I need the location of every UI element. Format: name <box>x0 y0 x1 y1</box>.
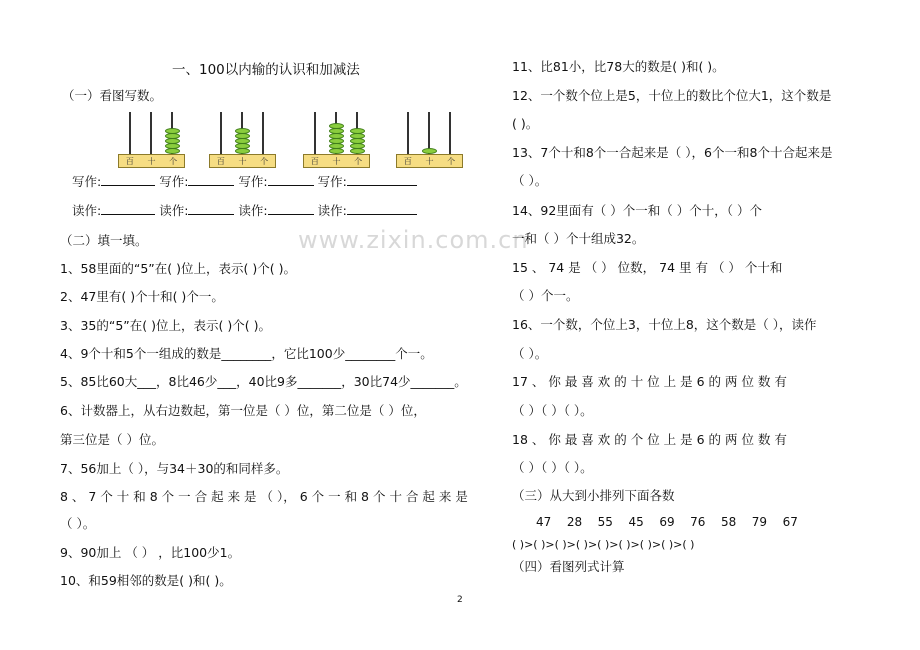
number: 45 <box>628 515 644 529</box>
abacus <box>118 108 185 168</box>
read-label: 读作: <box>317 203 347 218</box>
write-label: 写作: <box>317 174 347 189</box>
answer-blank[interactable] <box>101 173 155 186</box>
question-3: 3、35的“5”在( )位上，表示( )个( )。 <box>60 318 271 333</box>
abacus-column-label: 百 <box>310 156 319 166</box>
question-15-cont: （ ）个一。 <box>512 288 579 303</box>
abacus-bead <box>350 128 365 134</box>
number: 58 <box>720 515 737 529</box>
compare-row: ( )>( )>( )>( )>( )>( )>( )>( )>( ) <box>512 538 695 551</box>
page-number: 2 <box>457 595 463 605</box>
number-list <box>536 515 810 529</box>
question-15: 15 、 74 是 （ ） 位数， 74 里 有 （ ） 个十和 <box>512 260 783 275</box>
number: 67 <box>782 515 798 529</box>
question-2: 2、47里有( )个十和( )个一。 <box>60 289 224 304</box>
section3-heading: （三）从大到小排列下面各数 <box>512 488 675 503</box>
question-13: 13、7个十和8个一合起来是（ ），6个一和8个十合起来是 <box>512 145 833 160</box>
abacus-rod <box>449 112 451 156</box>
watermark: www.zixin.com.cn <box>298 226 529 254</box>
question-1: 1、58里面的“5”在( )位上，表示( )个( )。 <box>60 261 296 276</box>
question-17: 17 、 你 最 喜 欢 的 十 位 上 是 6 的 两 位 数 有 <box>512 374 787 389</box>
abacus-column-label: 个 <box>354 156 363 166</box>
question-18: 18 、 你 最 喜 欢 的 个 位 上 是 6 的 两 位 数 有 <box>512 432 787 447</box>
number: 55 <box>597 515 613 529</box>
abacus-bead <box>329 123 344 129</box>
abacus <box>303 108 370 168</box>
abacus <box>209 108 276 168</box>
abacus-base <box>118 154 185 168</box>
abacus-base <box>303 154 370 168</box>
read-label: 读作: <box>238 203 268 218</box>
abacus-rod <box>129 112 131 156</box>
number: 47 <box>536 515 552 529</box>
abacus-bead <box>235 128 250 134</box>
abacus-column-label: 个 <box>260 156 269 166</box>
question-16: 16、一个数，个位上3，十位上8，这个数是（ ），读作 <box>512 317 817 332</box>
question-8: 8 、 7 个 十 和 8 个 一 合 起 来 是 （ ）， 6 个 一 和 8 个 十 合 起 来 是 <box>60 489 468 504</box>
number: 76 <box>690 515 706 529</box>
abacus-base <box>396 154 463 168</box>
write-row <box>72 172 417 190</box>
question-6-cont: 第三位是（ ）位。 <box>60 432 164 447</box>
answer-blank[interactable] <box>347 173 417 186</box>
answer-blank[interactable] <box>268 173 314 186</box>
answer-blank[interactable] <box>268 202 314 215</box>
answer-blank[interactable] <box>347 202 417 215</box>
abacus-rod <box>407 112 409 156</box>
abacus-base <box>209 154 276 168</box>
page-title: 一、100以内输的认识和加减法 <box>172 62 360 78</box>
abacus-column-label: 百 <box>216 156 225 166</box>
abacus-column-label: 百 <box>125 156 134 166</box>
question-4: 4、9个十和5个一组成的数是________，它比100少________个一。 <box>60 346 433 361</box>
question-5: 5、85比60大___，8比46少___，40比9多_______，30比74少_______。 <box>60 374 467 389</box>
question-12: 12、一个数个位上是5，十位上的数比个位大1，这个数是 <box>512 88 832 103</box>
question-16-cont: （ ）。 <box>512 346 548 361</box>
question-6: 6、计数器上，从右边数起，第一位是（ ）位，第二位是（ ）位， <box>60 403 426 418</box>
abacus-rod <box>314 112 316 156</box>
write-label: 写作: <box>72 174 102 189</box>
read-label: 读作: <box>72 203 102 218</box>
write-label: 写作: <box>238 174 268 189</box>
question-13-cont: （ ）。 <box>512 173 548 188</box>
number: 69 <box>659 515 675 529</box>
write-label: 写作: <box>159 174 189 189</box>
read-label: 读作: <box>159 203 189 218</box>
abacus-rod <box>262 112 264 156</box>
section2-heading: （二）填一填。 <box>60 233 148 248</box>
question-11: 11、比81小，比78大的数是( )和( )。 <box>512 59 725 74</box>
question-9: 9、90加上 （ ） ，比100少1。 <box>60 545 241 560</box>
section1-heading: （一）看图写数。 <box>62 88 163 103</box>
number: 79 <box>751 515 768 529</box>
abacus <box>396 108 463 168</box>
question-12-cont: ( )。 <box>512 116 539 131</box>
question-17-cont: （ ）（ ）（ ）。 <box>512 403 593 418</box>
question-10: 10、和59相邻的数是( )和( )。 <box>60 573 232 588</box>
answer-blank[interactable] <box>188 202 234 215</box>
abacus-rod <box>220 112 222 156</box>
question-8-cont: （ ）。 <box>60 516 96 531</box>
abacus-bead <box>165 128 180 134</box>
abacus-column-label: 个 <box>447 156 456 166</box>
answer-blank[interactable] <box>188 173 234 186</box>
answer-blank[interactable] <box>101 202 155 215</box>
abacus-column-label: 个 <box>169 156 178 166</box>
abacus-column-label: 十 <box>332 156 341 166</box>
read-row <box>72 201 417 219</box>
abacus-rod <box>150 112 152 156</box>
section4-heading: （四）看图列式计算 <box>512 559 625 574</box>
abacus-column-label: 百 <box>403 156 412 166</box>
abacus-column-label: 十 <box>238 156 247 166</box>
number: 28 <box>566 515 583 529</box>
abacus-column-label: 十 <box>425 156 434 166</box>
abacus-column-label: 十 <box>147 156 156 166</box>
question-18-cont: （ ）（ ）（ ）。 <box>512 460 593 475</box>
question-14-cont: 一和（ ）个十组成32。 <box>512 231 645 246</box>
question-7: 7、56加上（ ），与34＋30的和同样多。 <box>60 461 289 476</box>
question-14: 14、92里面有（ ）个一和（ ）个十，（ ）个 <box>512 203 762 218</box>
